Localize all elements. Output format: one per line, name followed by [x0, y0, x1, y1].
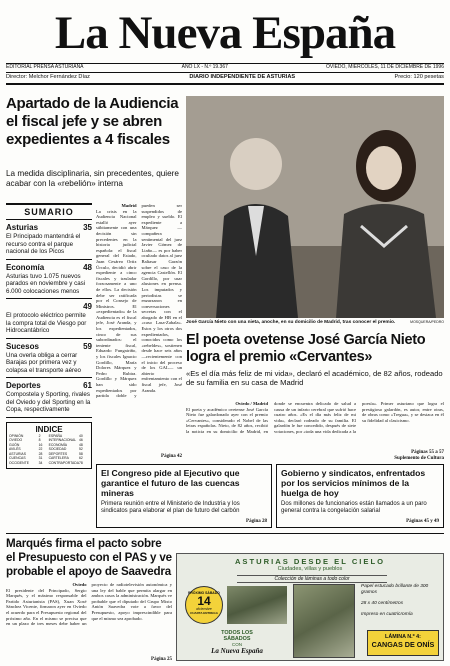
brief-right-box[interactable]	[276, 464, 444, 528]
section-name: Deportes	[6, 381, 41, 390]
cervantes-supplement[interactable]: Suplemento de Cultura	[394, 456, 444, 461]
indice-section: CUENCAS	[9, 456, 26, 461]
sumario-section[interactable]	[6, 220, 92, 260]
photo-credit: MOSQUERA/PEDRO	[410, 320, 444, 324]
sumario-title: SUMARIO	[6, 203, 92, 220]
sumario-section[interactable]	[6, 260, 92, 300]
lead-deck: La medida disciplinaria, sin precedentes, quiere acabar con la «rebelión» interna	[6, 169, 179, 188]
ad-feature: Impreso en cuatricromía	[361, 612, 413, 617]
ad-subbanner: Ciudades, villas y pueblos	[277, 566, 343, 572]
cervantes-deck: «Es el día más feliz de mi vida», declaró el académico, de 82 años, rodeado de su familia en su casa de Madrid	[186, 369, 443, 388]
section-text: Compostela y Sporting, rivales del Oviedo y del Sporting en la Copa, respectivamente	[6, 391, 91, 413]
indice-page: 48	[79, 442, 83, 447]
ad-lamina-photo	[293, 584, 355, 658]
ad-feature: 28 x 40 centímetros	[361, 601, 404, 606]
section-text: Asturias tuvo 1.075 nuevos parados en noviembre y casi 6.000 colocaciones menos	[6, 272, 86, 295]
sumario-section[interactable]	[6, 299, 92, 339]
lead-dateline: Madrid	[121, 203, 137, 208]
indice-title: INDICE	[35, 424, 63, 434]
ad-lamina-name: CANGAS DE ONÍS	[371, 640, 435, 649]
section-page: 59	[83, 341, 92, 351]
director: Director: Melchor Fernández Díaz	[6, 74, 90, 80]
cervantes-refs	[330, 450, 444, 462]
indice-page: 22	[38, 447, 43, 452]
bottom-body-text: El presidente del Principado, Sergio Marqués, y el máximo responsable del Partido Asturianista (PAS), Xuan Xosé Sánchez Vicente, firmaron ayer en Oviedo el acuerdo para el Presupuesto regional del próximo año. En el mismo se precisa que en un plazo de tres meses debe haber un proyecto de radiotelevisión autonómica y una ley del bable que permita alargar en ambos casos la administración. Marqués ve probable que el diputado del Grupo Mixto Antón Saavedra vote a favor del Presupuesto, apoyo imprescindible para que el mismo sea aprobado.	[6, 582, 172, 627]
issue-number: AÑO LX - N.º 19.367	[181, 64, 228, 70]
indice-page: 62	[79, 456, 83, 461]
ad-badge-line1: PRÓXIMO SÁBADO	[188, 591, 220, 595]
brief-left-box[interactable]	[96, 464, 272, 528]
ad-promo-brand: La Nueva España	[211, 647, 263, 655]
cervantes-dateline: Oviedo / Madrid	[235, 401, 268, 406]
bottom-page-ref[interactable]: Página 25	[151, 657, 172, 662]
photo-illustration	[186, 96, 444, 318]
cervantes-body	[186, 401, 444, 449]
indice-page: 28	[38, 451, 43, 456]
indice-section: AVILÉS	[9, 447, 21, 452]
ad-asturias-desde-el-cielo[interactable]	[176, 553, 444, 661]
indice-box	[6, 422, 92, 469]
sumario-box	[6, 203, 92, 469]
sumario-section[interactable]	[6, 378, 92, 418]
indice-page: 2	[38, 433, 41, 438]
ad-promo-line3: CON	[231, 642, 243, 647]
indice-section: GIJÓN	[9, 442, 20, 447]
cervantes-body-text: El poeta y académico ovetense José García Nieto fue galardonado ayer con el premio «Cervantes», considerado el Nobel de las letras españolas. Nieto, de 82 años, recibió la noticia en su domicilio de Madrid, en donde se encuentra delicado de salud a causa de un infarto cerebral que sufrió hace cuatro años. «Es el día más feliz de mi vida», declaró rodeado de su familia. El galardón le fue concedido, después de siete votaciones, por «toda una vida dedicada a la poesía». Primer asturiano que logra el prestigioso galardón, es autor, entre otras, de obras como «Tregua», y se destaca en él su fidelidad al clasicismo.	[186, 401, 444, 434]
section-text: El protocolo eléctrico permite la compra total de Viesgo por Hidrocantábrico	[6, 312, 87, 334]
price: Precio: 120 pesetas	[394, 74, 444, 80]
photo-caption: José García Nieto con una nieta, anoche, en su domicilio de Madrid, tras conocer el premio.	[186, 320, 396, 325]
cervantes-page-ref[interactable]: Páginas 55 a 57	[411, 450, 444, 455]
ad-badge	[185, 586, 223, 624]
sumario-section[interactable]	[6, 339, 92, 379]
indice-section: ASTURIAS	[9, 451, 26, 456]
section-page: 61	[83, 381, 92, 390]
indice-page: 52	[79, 447, 83, 452]
section-text: Una overla obliga a cerrar Barajas por primera vez y colapsa el transporte aéreo	[6, 351, 81, 374]
ad-badge-number: 14	[197, 594, 211, 608]
cervantes-headline[interactable]: El poeta ovetense José García Nieto logra el premio «Cervantes»	[186, 332, 426, 365]
ad-collection: Colección de láminas a todo color	[237, 575, 387, 583]
indice-section: ESPAÑA	[48, 433, 63, 438]
section-page: 49	[83, 302, 92, 311]
indice-page: 34	[38, 461, 43, 466]
brief-left-page: Página 28	[246, 519, 267, 524]
indice-page: 58	[79, 451, 83, 456]
masthead-meta-row	[6, 64, 444, 71]
lead-headline[interactable]: Apartado de la Audiencia el fiscal jefe y se abren expedientes a 4 fiscales	[6, 95, 179, 148]
indice-section: OCCIDENTE	[9, 461, 29, 466]
brief-right-headline: Gobierno y sindicatos, enfrentados por los servicios mínimos de la huelga de hoy	[281, 468, 426, 498]
brief-right-page: Páginas 45 y 49	[406, 519, 439, 524]
ad-lamina-box	[367, 630, 439, 656]
indice-section: INTERNACIONAL	[48, 438, 77, 443]
masthead-title: La Nueva España	[54, 7, 396, 59]
masthead-sub-row	[6, 73, 444, 82]
ad-feature: Papel estucado brillante de 300 gramos	[361, 584, 429, 595]
ad-promo-line1: TODOS LOS	[221, 630, 253, 636]
section-name: Asturias	[6, 223, 39, 232]
brief-left-headline: El Congreso pide al Ejecutivo que garantice el futuro de las cuencas mineras	[101, 468, 240, 498]
section-page: 35	[83, 223, 92, 232]
bottom-headline[interactable]: Marqués firma el pacto sobre el Presupuesto con el PAS y ve probable el apoyo de Saavedra	[6, 537, 172, 578]
ad-badge-month: diciembre	[196, 607, 212, 611]
ad-promo-line2: SÁBADOS	[223, 636, 251, 642]
indice-grid	[9, 434, 89, 466]
indice-section: CONTRAPORTADA	[48, 461, 79, 466]
section-name: Economía	[6, 262, 45, 272]
indice-page: 8	[38, 438, 41, 443]
publisher: EDITORIAL PRENSA ASTURIANA	[6, 64, 84, 70]
indice-section: SOCIEDAD	[48, 447, 67, 452]
brief-right-text: Dos millones de funcionarios están llamados a un paro general contra la congelación salarial	[281, 501, 427, 515]
indice-page: 31	[38, 456, 43, 461]
bottom-dateline: Oviedo	[72, 582, 87, 587]
ad-lamina-label: LÁMINA N.º 4:	[385, 634, 421, 640]
ad-promo	[187, 630, 287, 655]
section-text: El Principado mantendrá el recurso contra el parque nacional de los Picos	[6, 233, 81, 255]
indice-section: ECONOMÍA	[48, 442, 68, 447]
section-name: Sucesos	[6, 341, 39, 351]
bottom-rule	[6, 533, 444, 534]
bottom-body	[6, 582, 172, 656]
issue-date: OVIEDO, MIÉRCOLES, 11 DE DICIEMBRE DE 1996	[325, 64, 444, 70]
lead-page-ref[interactable]: Página 42	[161, 454, 182, 459]
tagline: DIARIO INDEPENDIENTE DE ASTURIAS	[189, 74, 296, 80]
section-page: 48	[83, 262, 92, 272]
indice-section: DEPORTES	[48, 451, 68, 456]
indice-page: 16	[38, 442, 43, 447]
brief-left-text: Primera reunión entre el Ministerio de Industria y los sindicatos para elaborar el plan de futuro del carbón	[101, 501, 240, 515]
indice-page: 46	[79, 438, 83, 443]
ad-aerial-photo	[227, 586, 287, 624]
ad-badge-line2: CUARTA ENTREGA	[190, 611, 218, 615]
ad-features	[361, 584, 441, 618]
masthead-rule-bottom	[6, 83, 444, 85]
indice-section: CARTELERA	[48, 456, 69, 461]
photo-garcia-nieto	[186, 96, 444, 318]
indice-page: 40	[79, 433, 83, 438]
indice-section: OPINIÓN	[9, 433, 24, 438]
lead-body	[96, 203, 182, 443]
lead-body-text: La crisis en la Audiencia Nacional estalló ayer súbitamente con una decisión sin precedentes en la historia judicial española: el fiscal general del Estado, Juan Cesáreo Ortiz Úrculo, decidió abrir expediente a cinco fiscales y trasladar forzosamente a uno de ellos. La decisión debe ser ratificada por el Consejo de Ministros. El «expedientado» de la Audiencia es el fiscal jefe, José Aranda, y los expedientados, cinco de sus subordinados: el teniente fiscal, Eduardo Fungairiño, y los fiscales Ignacio Gordillo, María Dolores Márquez y Pedro Rubira. Gordillo y Márquez han sido expedientados por partida doble y pueden ser suspendidos de empleo y sueldo. El expediente a Márquez —compañera sentimental del juez Javier Gómez de Liaño— es por haber ocultado datos al juez Baltasar Garzón sobre el caso de la agencia Castellón. El Gordillo, por usar alusiones en prensa. Los imputados y periodistas se enzarzaron en conversaciones secretas con el abogado de HB en el «caso Lasa-Zabala». Estos y los otros dos expedientados, conocidos como los «rebeldes», sostienen desde hace seis años —recientemente con el inicio del proceso de los GAL— un abierto enfrentamiento con el fiscal jefe, José Aranda.	[96, 203, 182, 399]
indice-section: OVIEDO	[9, 438, 23, 443]
ad-banner: ASTURIAS DESDE EL CIELO	[234, 557, 386, 566]
indice-page: 78	[79, 461, 83, 466]
